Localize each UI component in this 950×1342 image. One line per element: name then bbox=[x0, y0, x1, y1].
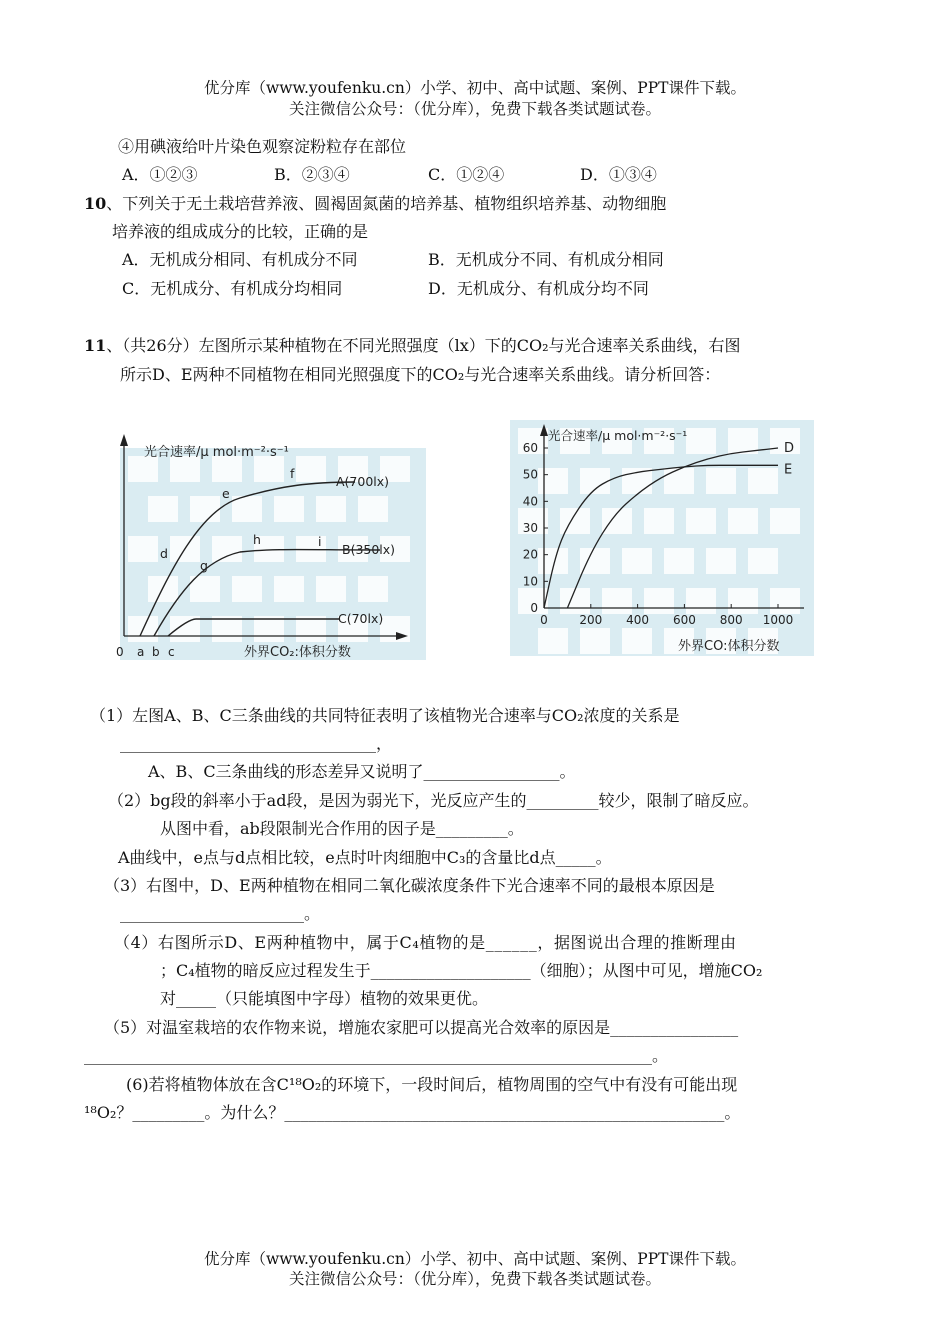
x-tick-label: 800 bbox=[719, 613, 743, 627]
q9-option-c: C．①②④ bbox=[428, 165, 505, 184]
x-point-c: c bbox=[168, 645, 175, 659]
q11-part4-line2: ；C₄植物的暗反应过程发生于____________________（细胞）；从图中可见，增施CO₂ bbox=[160, 961, 763, 980]
point-h: h bbox=[253, 532, 261, 547]
page-header-line2: 关注微信公众号：（优分库），免费下载各类试题试卷。 bbox=[288, 100, 661, 118]
q11-part3-line1: （3）右图中，D、E两种植物在相同二氧化碳浓度条件下光合速率不同的最根本原因是 bbox=[104, 876, 715, 895]
curve-label-b: B(350lx) bbox=[342, 542, 396, 557]
y-tick-label: 10 bbox=[522, 574, 538, 589]
q11-part4-line3: 对_____（只能填图中字母）植物的效果更优。 bbox=[160, 989, 489, 1008]
q10-option-a: A．无机成分相同、有机成分不同 bbox=[122, 250, 358, 269]
q11-part6-line2: ¹⁸O₂？_________。为什么？_______________________________________________________。 bbox=[84, 1103, 741, 1122]
q11-number: 11 bbox=[84, 336, 107, 355]
x-tick-label: 400 bbox=[626, 613, 650, 627]
x-point-a: a bbox=[137, 645, 145, 659]
x-tick-label: 600 bbox=[672, 613, 696, 627]
q11-part1-line1: （1）左图A、B、C三条曲线的共同特征表明了该植物光合速率与CO₂浓度的关系是 bbox=[90, 706, 680, 725]
q11-part5-line1: （5）对温室栽培的农作物来说，增施农家肥可以提高光合效率的原因是________________ bbox=[104, 1018, 739, 1037]
q10-stem-line2: 培养液的组成成分的比较，正确的是 bbox=[112, 222, 369, 241]
y-tick-label: 0 bbox=[530, 601, 538, 615]
x-tick-label: 0 bbox=[540, 613, 548, 627]
point-i: i bbox=[318, 534, 322, 549]
left-chart-origin: 0 bbox=[116, 645, 124, 659]
series-label-d: D bbox=[784, 441, 795, 456]
x-tick-label: 200 bbox=[579, 613, 603, 627]
q9-item4: ④用碘液给叶片染色观察淀粉粒存在部位 bbox=[118, 137, 407, 156]
curve-label-c: C(70lx) bbox=[338, 611, 384, 626]
series-label-e: E bbox=[784, 462, 793, 478]
point-e: e bbox=[222, 486, 230, 501]
y-tick-label: 20 bbox=[522, 547, 538, 562]
q9-option-b: B．②③④ bbox=[274, 165, 350, 184]
y-tick-label: 60 bbox=[522, 441, 538, 455]
y-tick-label: 30 bbox=[522, 521, 538, 535]
q11-part2-line3: A曲线中，e点与d点相比较，e点时叶肉细胞中C₃的含量比d点_____。 bbox=[118, 848, 612, 867]
q10-number: 10 bbox=[84, 194, 107, 213]
y-tick-label: 50 bbox=[522, 467, 538, 482]
q11-part1-blank1: ________________________________， bbox=[120, 734, 393, 753]
q11-part3-blank: _______________________。 bbox=[120, 904, 321, 923]
page-footer-line1: 优分库（www.youfenku.cn）小学、初中、高中试题、案例、PPT课件下载。 bbox=[203, 1250, 747, 1268]
q10-option-b: B．无机成分不同、有机成分相同 bbox=[428, 250, 664, 269]
q11-stem-line1: 11、（共26分）左图所示某种植物在不同光照强度（lx）下的CO₂与光合速率关系曲线，右图 bbox=[84, 336, 741, 355]
page-footer-line2: 关注微信公众号：（优分库），免费下载各类试题试卷。 bbox=[288, 1270, 661, 1288]
q10-option-d: D．无机成分、有机成分均不同 bbox=[428, 279, 649, 298]
y-tick-label: 40 bbox=[522, 494, 538, 509]
q10-stem-line1: 10、下列关于无土栽培营养液、圆褐固氮菌的培养基、植物组织培养基、动物细胞 bbox=[84, 194, 667, 213]
page-header-line1: 优分库（www.youfenku.cn）小学、初中、高中试题、案例、PPT课件下载。 bbox=[203, 79, 747, 97]
right-chart bbox=[508, 420, 818, 660]
x-tick-label: 1000 bbox=[762, 613, 794, 627]
point-f: f bbox=[290, 466, 295, 481]
point-d: d bbox=[160, 546, 168, 561]
q11-part5-blank: _______________________________________________________________________。 bbox=[84, 1046, 668, 1065]
q11-part2-line2: 从图中看，ab段限制光合作用的因子是_________。 bbox=[160, 819, 524, 838]
q10-option-c: C．无机成分、有机成分均相同 bbox=[122, 279, 343, 298]
q11-part2-line1: （2）bg段的斜率小于ad段，是因为弱光下，光反应产生的_________较少，限制了暗反应。 bbox=[108, 791, 759, 810]
q9-option-d: D．①③④ bbox=[580, 165, 657, 184]
q11-part1-line2: A、B、C三条曲线的形态差异又说明了_________________。 bbox=[148, 762, 576, 781]
right-chart-ylabel: 光合速率/μ mol·m⁻²·s⁻¹ bbox=[548, 428, 688, 443]
left-chart-ylabel: 光合速率/μ mol·m⁻²·s⁻¹ bbox=[144, 445, 289, 460]
q11-part6-line1: (6)若将植物体放在含C¹⁸O₂的环境下，一段时间后，植物周围的空气中有没有可能出现 bbox=[126, 1075, 738, 1094]
left-chart bbox=[110, 420, 430, 668]
q11-stem-line2: 所示D、E两种不同植物在相同光照强度下的CO₂与光合速率关系曲线。请分析回答： bbox=[120, 365, 721, 384]
x-point-b: b bbox=[152, 645, 160, 659]
curve-label-a: A(700lx) bbox=[336, 474, 390, 489]
q11-part4-line1: （4）右图所示D、E两种植物中，属于C₄植物的是______，据图说出合理的推断理由 bbox=[114, 933, 737, 952]
left-chart-xlabel: 外界CO₂:体积分数 bbox=[244, 645, 351, 660]
q9-option-a: A．①②③ bbox=[122, 165, 198, 184]
right-chart-xlabel: 外界CO:体积分数 bbox=[678, 639, 780, 654]
point-g: g bbox=[200, 558, 208, 573]
